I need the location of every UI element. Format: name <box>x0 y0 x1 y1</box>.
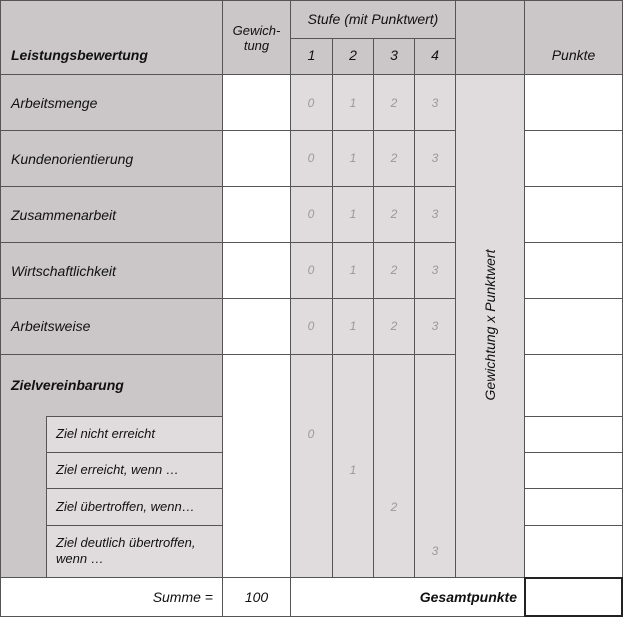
level-value: 1 <box>349 207 357 221</box>
level-value: 1 <box>349 319 357 333</box>
criterion-label: Zusammenarbeit <box>11 207 117 223</box>
level-value: 2 <box>390 151 398 165</box>
weight-input[interactable] <box>222 74 291 131</box>
level-value: 0 <box>307 263 315 277</box>
sum-value: 100 <box>244 589 269 605</box>
points-input[interactable] <box>524 186 623 243</box>
level-value: 3 <box>431 207 439 221</box>
formula-label: Gewichtung x Punktwert <box>482 249 498 401</box>
weight-input[interactable] <box>222 242 291 299</box>
goal-points-input[interactable] <box>524 525 623 578</box>
level-value: 1 <box>349 263 357 277</box>
header-formula-cell <box>455 0 525 75</box>
total-label: Gesamtpunkte <box>419 589 517 605</box>
header-level-3: 3 <box>390 47 398 63</box>
goal-weight-input[interactable] <box>222 354 291 578</box>
level-value: 2 <box>390 207 398 221</box>
points-input[interactable] <box>524 130 623 187</box>
points-input[interactable] <box>524 74 623 131</box>
header-title: Leistungsbewertung <box>11 47 148 63</box>
goal-points-input[interactable] <box>524 452 623 489</box>
header-level-4: 4 <box>431 47 439 63</box>
goal-item-label: Ziel erreicht, wenn … <box>56 462 179 477</box>
goal-points-cell <box>524 354 623 417</box>
goal-level-value: 2 <box>390 500 398 514</box>
level-value: 0 <box>307 207 315 221</box>
level-value: 2 <box>390 96 398 110</box>
goal-level-value: 1 <box>349 463 357 477</box>
goal-item-label: Ziel deutlich übertroffen, wenn … <box>56 535 196 566</box>
criterion-label: Arbeitsmenge <box>11 95 98 111</box>
header-level-2: 2 <box>349 47 357 63</box>
header-title-cell <box>0 0 223 75</box>
goal-level-value: 3 <box>431 544 439 558</box>
goal-level-column <box>373 354 415 578</box>
goal-item-label: Ziel nicht erreicht <box>56 426 155 441</box>
header-weight: Gewich- tung <box>232 23 281 53</box>
level-value: 2 <box>390 263 398 277</box>
level-value: 2 <box>390 319 398 333</box>
header-points-cell <box>524 0 623 75</box>
level-value: 3 <box>431 263 439 277</box>
criterion-label: Wirtschaftlichkeit <box>11 263 116 279</box>
level-value: 3 <box>431 319 439 333</box>
header-levels: Stufe (mit Punktwert) <box>307 11 439 27</box>
weight-input[interactable] <box>222 298 291 355</box>
goal-points-input[interactable] <box>524 416 623 453</box>
weight-input[interactable] <box>222 186 291 243</box>
level-value: 3 <box>431 96 439 110</box>
header-level-1: 1 <box>307 47 316 63</box>
points-input[interactable] <box>524 298 623 355</box>
level-value: 0 <box>307 151 315 165</box>
points-input[interactable] <box>524 242 623 299</box>
header-points: Punkte <box>551 47 596 63</box>
goal-label: Zielvereinbarung <box>11 377 124 393</box>
goal-level-value: 0 <box>307 427 315 441</box>
criterion-label: Arbeitsweise <box>11 318 91 334</box>
level-value: 3 <box>431 151 439 165</box>
level-value: 0 <box>307 96 315 110</box>
level-value: 1 <box>349 96 357 110</box>
sum-label: Summe = <box>152 589 213 605</box>
goal-indent <box>0 416 47 578</box>
goal-points-input[interactable] <box>524 488 623 526</box>
goal-item-label: Ziel übertroffen, wenn… <box>56 499 195 514</box>
criterion-label: Kundenorientierung <box>11 151 134 167</box>
level-value: 1 <box>349 151 357 165</box>
level-value: 0 <box>307 319 315 333</box>
total-points-input[interactable] <box>524 577 623 617</box>
weight-input[interactable] <box>222 130 291 187</box>
goal-level-column <box>290 354 333 578</box>
